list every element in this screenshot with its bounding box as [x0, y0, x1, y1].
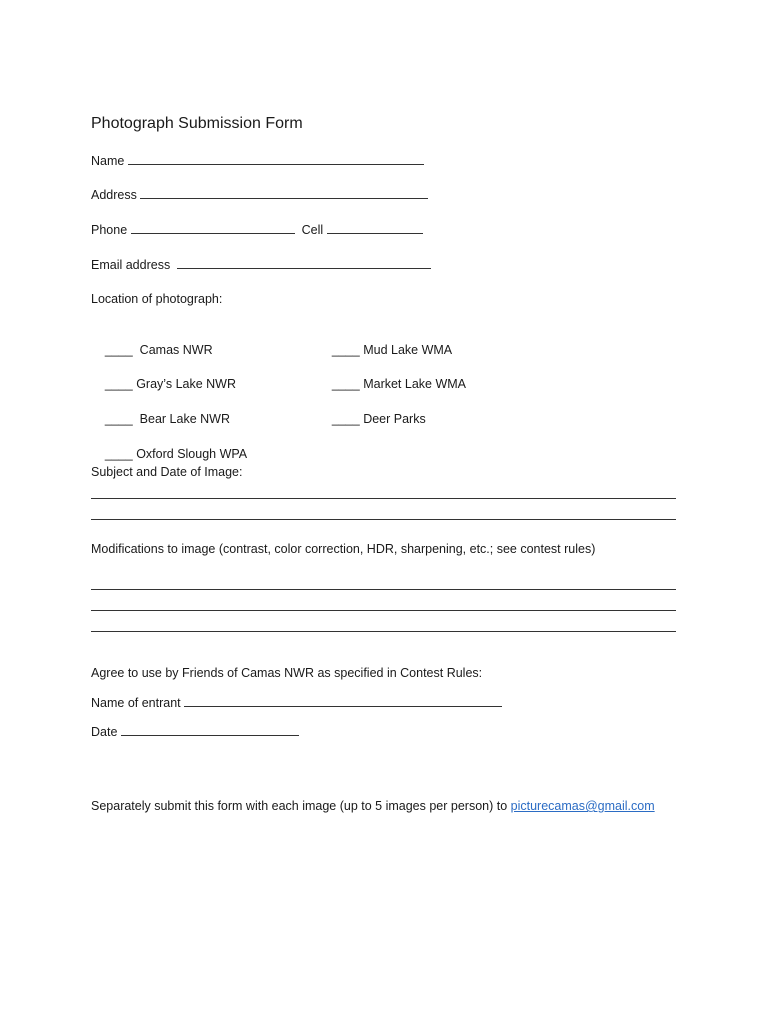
modifications-heading: Modifications to image (contrast, color correction, HDR, sharpening, etc.; see contest rules)	[91, 542, 596, 556]
entrant-field[interactable]	[184, 694, 502, 707]
check-blank[interactable]: ____	[104, 447, 133, 461]
email-row	[91, 256, 431, 273]
location-mud-lake-wma: Mud Lake WMA	[363, 343, 453, 357]
submit-text: Separately submit this form with each image (up to 5 images per person) to	[91, 799, 508, 813]
cell-field[interactable]	[327, 221, 423, 234]
check-blank[interactable]: ____	[104, 377, 133, 391]
check-blank[interactable]: ____	[331, 412, 360, 426]
subject-line-1[interactable]	[91, 498, 676, 499]
check-blank[interactable]: ____	[331, 377, 360, 391]
entrant-row	[91, 694, 502, 711]
modifications-line-1[interactable]	[91, 589, 676, 590]
modifications-line-2[interactable]	[91, 610, 676, 611]
address-label: Address	[91, 188, 137, 202]
location-deer-parks: Deer Parks	[363, 412, 426, 426]
form-title: Photograph Submission Form	[91, 115, 303, 132]
address-row	[91, 186, 428, 203]
subject-heading: Subject and Date of Image:	[91, 465, 243, 479]
check-blank[interactable]: ____	[104, 343, 133, 357]
submit-instructions	[91, 798, 655, 814]
email-label: Email address	[91, 258, 171, 272]
location-grays-lake-nwr: Gray’s Lake NWR	[136, 377, 236, 391]
check-blank[interactable]: ____	[104, 412, 133, 426]
location-oxford-slough-wpa: Oxford Slough WPA	[136, 447, 248, 461]
location-camas-nwr: Camas NWR	[139, 343, 213, 357]
check-blank[interactable]: ____	[331, 343, 360, 357]
phone-field[interactable]	[131, 221, 295, 234]
name-field[interactable]	[128, 152, 424, 165]
location-heading: Location of photograph:	[91, 292, 223, 306]
cell-label: Cell	[301, 223, 324, 237]
phone-label: Phone	[91, 223, 128, 237]
location-row	[318, 395, 426, 443]
email-link[interactable]: picturecamas@gmail.com	[510, 799, 655, 813]
phone-row	[91, 221, 423, 238]
date-row	[91, 723, 299, 740]
date-label: Date	[91, 725, 118, 739]
modifications-line-3[interactable]	[91, 631, 676, 632]
subject-line-2[interactable]	[91, 519, 676, 520]
location-market-lake-wma: Market Lake WMA	[363, 377, 467, 391]
date-field[interactable]	[121, 723, 299, 736]
address-field[interactable]	[140, 186, 428, 199]
email-field[interactable]	[177, 256, 431, 269]
entrant-label: Name of entrant	[91, 696, 181, 710]
agree-statement: Agree to use by Friends of Camas NWR as specified in Contest Rules:	[91, 666, 483, 680]
name-label: Name	[91, 154, 125, 168]
location-bear-lake-nwr: Bear Lake NWR	[139, 412, 230, 426]
name-row	[91, 152, 424, 169]
